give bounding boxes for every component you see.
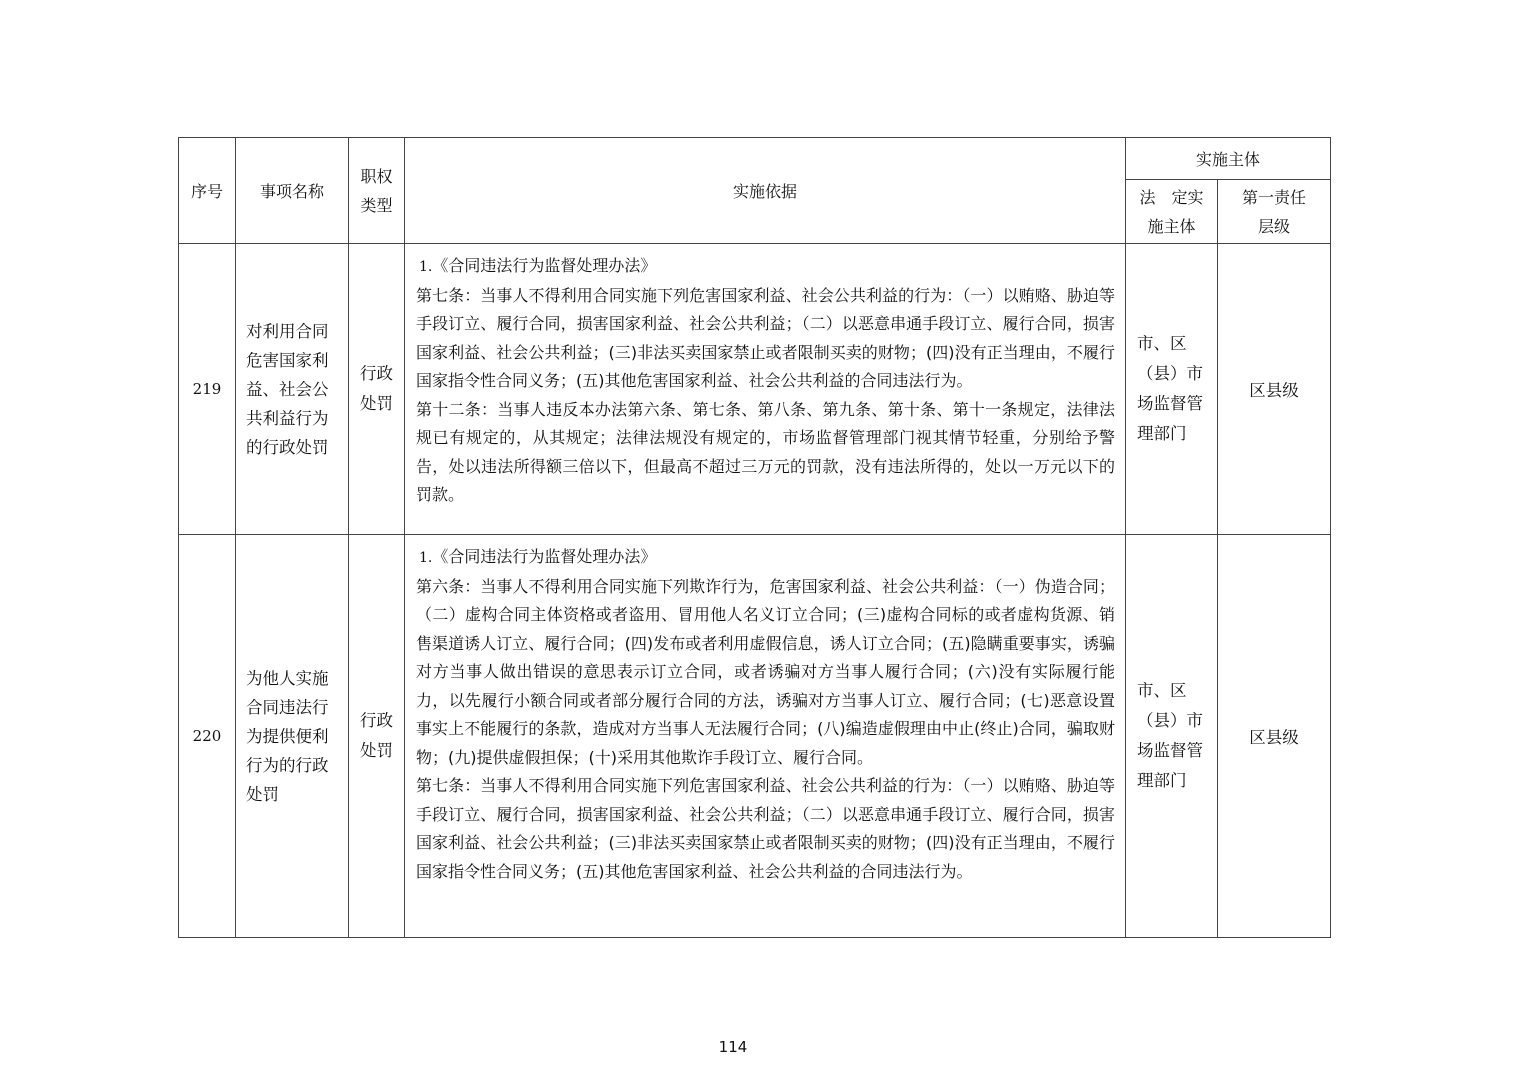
row-item-name: 对利用合同危害国家利益、社会公共利益行为的行政处罚 xyxy=(236,244,349,535)
basis-law-index: 1. xyxy=(419,259,433,275)
basis-law-title: 1.《合同违法行为监督处理办法》 xyxy=(419,547,657,566)
row-legal-subject: 市、区（县）市场监督管理部门 xyxy=(1126,535,1218,938)
header-subject-group: 实施主体 xyxy=(1126,138,1331,180)
row-item-name: 为他人实施合同违法行为提供便利行为的行政处罚 xyxy=(236,535,349,938)
basis-law-title: 1.《合同违法行为监督处理办法》 xyxy=(419,256,657,275)
row-responsibility-level: 区县级 xyxy=(1218,535,1331,938)
row-seq: 220 xyxy=(179,535,236,938)
header-basis: 实施依据 xyxy=(405,138,1126,244)
row-basis xyxy=(405,244,1126,535)
row-legal-subject: 市、区（县）市场监督管理部门 xyxy=(1126,244,1218,535)
row-responsibility-level: 区县级 xyxy=(1218,244,1331,535)
basis-paragraph: 第十二条：当事人违反本办法第六条、第七条、第八条、第九条、第十条、第十一条规定，法律法规已有规定的，从其规定；法律法规没有规定的，市场监督管理部门视其情节轻重，分别给予警告，处以违法所得额三倍以下，但最高不超过三万元的罚款，没有违法所得的，处以一万元以下的罚款。 xyxy=(416,399,1115,504)
basis-paragraph: 第六条：当事人不得利用合同实施下列欺诈行为，危害国家利益、社会公共利益：（一）伪造合同；（二）虚构合同主体资格或者盗用、冒用他人名义订立合同；(三)虚构合同标的或者虚构货源、销售渠道诱人订立、履行合同；(四)发布或者利用虚假信息，诱人订立合同；(五)隐瞒重要事实，诱骗对方当事人做出错误的意思表示订立合同，或者诱骗对方当事人履行合同；(六)没有实际履行能力，以先履行小额合同或者部分履行合同的方法，诱骗对方当事人订立、履行合同；(七)恶意设置事实上不能履行的条款，造成对方当事人无法履行合同；(八)编造虚假理由中止(终止)合同，骗取财物；(九)提供虚假担保；(十)采用其他欺诈手段订立、履行合同。 xyxy=(416,576,1115,767)
page-number: 114 xyxy=(718,1038,748,1056)
basis-law-index: 1. xyxy=(419,550,433,566)
header-row-1 xyxy=(179,138,1331,180)
row-seq: 219 xyxy=(179,244,236,535)
table-row xyxy=(179,244,1331,535)
header-item-name: 事项名称 xyxy=(236,138,349,244)
header-responsibility-level: 第一责任层级 xyxy=(1218,180,1331,244)
basis-paragraph: 第七条：当事人不得利用合同实施下列危害国家利益、社会公共利益的行为：（一）以贿赂、胁迫等手段订立、履行合同，损害国家利益、社会公共利益；（二）以恶意串通手段订立、履行合同，损害国家利益、社会公共利益；(三)非法买卖国家禁止或者限制买卖的财物；(四)没有正当理由，不履行国家指令性合同义务；(五)其他危害国家利益、社会公共利益的合同违法行为。 xyxy=(416,776,1115,881)
header-power-type: 职权类型 xyxy=(349,138,405,244)
basis-paragraph: 第七条：当事人不得利用合同实施下列危害国家利益、社会公共利益的行为：（一）以贿赂、胁迫等手段订立、履行合同，损害国家利益、社会公共利益；（二）以恶意串通手段订立、履行合同，损害国家利益、社会公共利益；(三)非法买卖国家禁止或者限制买卖的财物；(四)没有正当理由，不履行国家指令性合同义务；(五)其他危害国家利益、社会公共利益的合同违法行为。 xyxy=(416,285,1115,390)
power-list-table xyxy=(178,137,1331,938)
row-power-type: 行政处罚 xyxy=(349,244,405,535)
header-legal-subject: 法 定实施主体 xyxy=(1126,180,1218,244)
row-power-type: 行政处罚 xyxy=(349,535,405,938)
header-seq: 序号 xyxy=(179,138,236,244)
row-basis xyxy=(405,535,1126,938)
table-row xyxy=(179,535,1331,938)
